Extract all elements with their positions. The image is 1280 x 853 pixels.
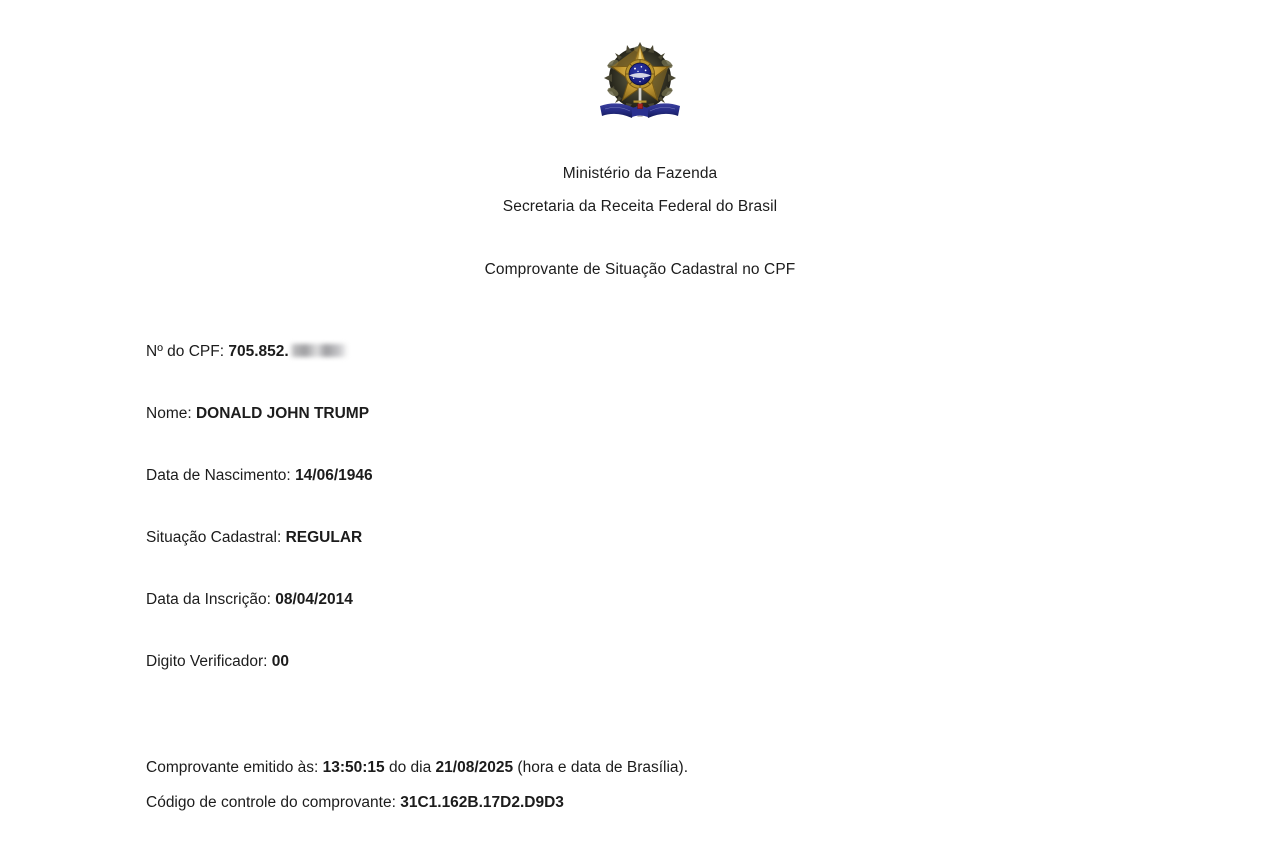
control-code-value: 31C1.162B.17D2.D9D3 — [400, 793, 564, 811]
emblem-container — [0, 0, 1280, 128]
cpf-details-list — [146, 344, 1146, 716]
brazil-coat-of-arms-icon — [592, 28, 688, 128]
field-label-inscricao: Data da Inscrição: — [146, 591, 271, 608]
issued-suffix-label: (hora e data de Brasília). — [517, 759, 689, 776]
issue-timestamp-line — [146, 760, 1196, 776]
control-code-label: Código de controle do comprovante: — [146, 793, 396, 811]
field-value-nome: DONALD JOHN TRUMP — [195, 405, 370, 422]
field-row-inscricao — [146, 592, 1146, 654]
field-value-cpf: 705.852. — [228, 343, 289, 360]
celestial-globe — [626, 60, 655, 89]
secretary-name: Secretaria da Receita Federal do Brasil — [502, 197, 778, 215]
redacted-cpf-digits — [290, 344, 348, 357]
field-row-nascimento — [146, 468, 1146, 530]
document-footer — [146, 760, 1196, 810]
field-label-nome: Nome: — [146, 405, 192, 422]
field-row-digito — [146, 654, 1146, 716]
issued-date-value: 21/08/2025 — [435, 759, 514, 776]
issued-prefix-label: Comprovante emitido às: — [146, 759, 319, 776]
issued-middle-label: do dia — [388, 759, 432, 776]
field-value-situacao: REGULAR — [285, 529, 363, 546]
field-label-cpf: Nº do CPF: — [146, 343, 225, 360]
field-row-situacao — [146, 530, 1146, 592]
field-row-nome — [146, 406, 1146, 468]
field-value-inscricao: 08/04/2014 — [275, 591, 353, 608]
field-value-nascimento: 14/06/1946 — [295, 467, 373, 484]
document-header — [0, 0, 1280, 279]
issued-time-value: 13:50:15 — [322, 759, 385, 776]
field-label-nascimento: Data de Nascimento: — [146, 467, 291, 484]
field-row-cpf — [146, 344, 1146, 406]
field-label-situacao: Situação Cadastral: — [146, 529, 282, 546]
field-label-digito: Digito Verificador: — [146, 653, 268, 670]
control-code-line — [146, 795, 1196, 811]
field-value-digito: 00 — [271, 653, 290, 670]
page-title: Comprovante de Situação Cadastral no CPF — [484, 261, 796, 278]
ministry-name: Ministério da Fazenda — [562, 165, 718, 182]
